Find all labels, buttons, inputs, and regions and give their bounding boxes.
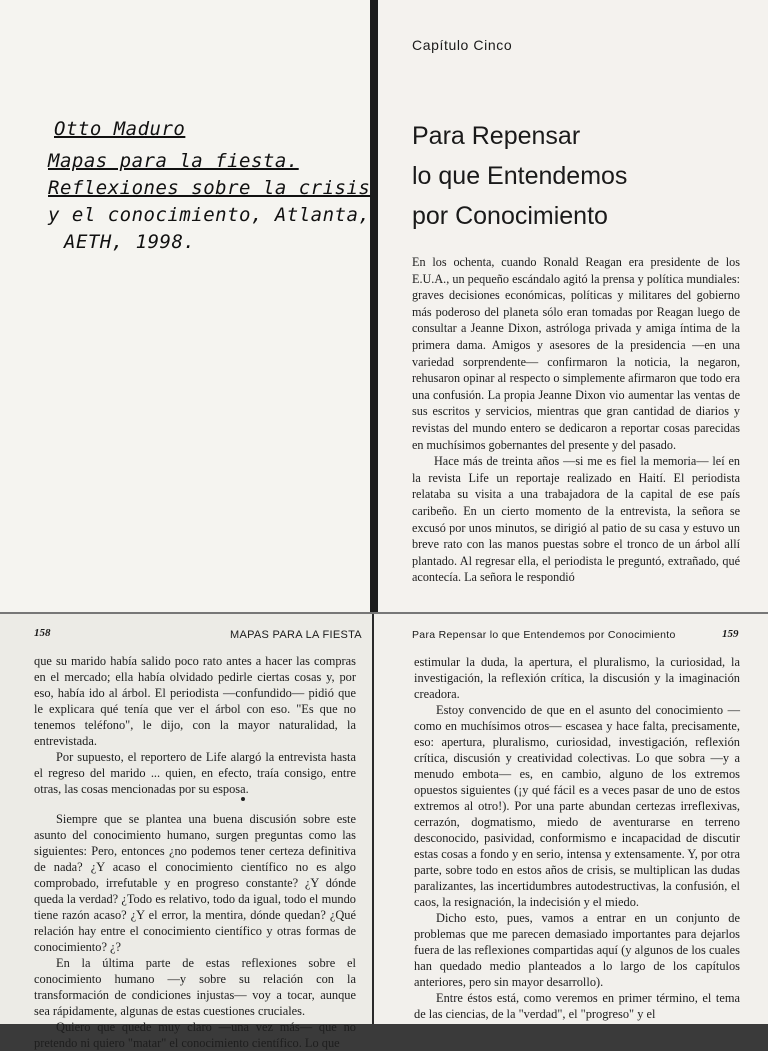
paragraph: Siempre que se plantea una buena discusión sobre este asunto del conocimiento humano, surgen preguntas como las siguientes: Pero, entonces ¿no podemos tener certeza definitiva de nada? ¿Y acaso el conocimiento científico no es algo comprobado, irrefutable y en progreso constante? ¿Y dónde queda la verdad? ¿Todo es relativo, todo da igual, todo el mundo tiene razón acaso? ¿Y el error, la mentira, dónde quedan? ¿Qué relación hay entre el conocimiento científico y otras formas de conocimiento? ¿? <box>34 812 356 954</box>
page-number: 158 <box>34 627 51 639</box>
handwritten-title: Mapas para la fiesta. <box>48 150 299 172</box>
chapter-title-line: lo que Entendemos <box>412 162 628 190</box>
section-dot <box>241 797 245 801</box>
handwritten-publisher: AETH, 1998. <box>64 231 196 253</box>
scan-fold <box>0 612 768 614</box>
book-spine-top <box>370 0 378 612</box>
paragraph: Estoy convencido de que en el asunto del conocimiento —como en muchísimos otros— escasea y hace falta, precisamente, eso: apertura, pluralismo, curiosidad, investigación, reflexión crítica, discusión y creatividad colectivas. Lo que sobra —y a menudo embota— es, en cambio, alguno de los extremos opuestos siguientes (¡y qué fácil es a veces pasar de uno de estos extremos al otro!). Por una parte abundan certezas irreflexivas, cerrazón, dogmatismo, miedo de aventurarse en terreno desconocido, pasividad, conformismo e incapacidad de discutir estas cosas a fondo y en serio, intensa y extensamente. Y, por otra parte, sobre todo en estos años de crisis, se multiplican las dudas paralizantes, las incertidumbres autodestructivas, la confusión, el caos, la resignación, la indecisión y el miedo. <box>414 703 740 909</box>
paragraph: Dicho esto, pues, vamos a entrar en un conjunto de problemas que me parecen demasiado importantes para dejarlos fuera de las reflexiones compartidas aquí (y algunos de los cuales han quedado medio planteados a lo largo de los capítulos anteriores, pero sin mayor desarrollo). <box>414 911 740 989</box>
chapter-label: Capítulo Cinco <box>412 37 513 53</box>
chapter-body-text <box>412 254 740 586</box>
running-head: Para Repensar lo que Entendemos por Conocimiento <box>412 629 676 641</box>
paragraph: Por supuesto, el reportero de Life alargó la entrevista hasta el regreso del marido ... quien, en efecto, traía consigo, entre otras, las cosas mencionadas por su esposa. <box>34 750 356 796</box>
page-159-text <box>414 654 740 1022</box>
paragraph: En la última parte de estas reflexiones sobre el conocimiento humano —y sobre su relación con la transformación de condiciones injustas— voy a tocar, aunque sea rápidamente, algunas de estas cuestiones cruciales. <box>34 956 356 1018</box>
handwritten-subtitle-cont: y el conocimiento, Atlanta, <box>48 204 371 226</box>
paragraph: Entre éstos está, como veremos en primer término, el tema de las ciencias, de la "verdad", el "progreso" y el <box>414 991 740 1021</box>
handwritten-author: Otto Maduro <box>54 118 186 140</box>
page-top-left <box>0 0 370 612</box>
chapter-title-line: por Conocimiento <box>412 202 608 230</box>
handwritten-subtitle: Reflexiones sobre la crisis <box>48 177 371 199</box>
chapter-title-line: Para Repensar <box>412 122 581 150</box>
paragraph: Quiero que quede muy claro —una vez más— que no pretendo ni quiero "matar" el conocimiento científico. Lo que <box>34 1020 356 1050</box>
paragraph: que su marido había salido poco rato antes a hacer las compras en el mercado; ella había olvidado pedirle ciertas cosas y, por eso, había ido al árbol. El periodista —confundido— pidió que le explicara qué tenía que ver el árbol con eso. "Es que no tenemos teléfono", le dijo, con la mayor naturalidad, la entrevistada. <box>34 654 356 748</box>
book-spine-bottom <box>372 614 374 1024</box>
paragraph: estimular la duda, la apertura, el pluralismo, la curiosidad, la investigación, la reflexión crítica, la discusión y la imaginación creadora. <box>414 655 740 701</box>
paragraph: Hace más de treinta años —si me es fiel la memoria— leí en la revista Life un reportaje realizado en Haití. El periodista relataba su visita a una trabajadora de la capital de ese país caribeño. En un cierto momento de la entrevista, la señora se excusó por unos minutos, se dirigió al patio de su casa y estuvo un breve rato con las manos puestas sobre el tronco de un árbol allí plantado. Al regresar ella, el periodista le preguntó, extrañado, qué acontecía. La señora le respondió <box>412 454 740 585</box>
paragraph: En los ochenta, cuando Ronald Reagan era presidente de los E.U.A., un pequeño escándalo agitó la prensa y política mundiales: graves decisiones económicas, políticas y militares del gobierno más poderoso del planeta sólo eran tomadas por Reagan luego de consultar a Jeanne Dixon, astróloga privada y amiga íntima de la primera dama. Amigos y asesores de la presidencia —en una variedad sorprendente— confirmaron la noticia, la negaron, rehusaron opinar al respecto o simplemente afirmaron que todo era una confusión. La propia Jeanne Dixon vio aumentar las ventas de sus escritos y servicios, mientras que gran cantidad de diarios y revistas del mundo entero se dedicaron a reportar cosas parecidas en muchísimos gobernantes del presente y del pasado. <box>412 255 740 452</box>
page-number: 159 <box>722 628 739 640</box>
chapter-title <box>412 116 732 236</box>
page-158-text <box>34 653 356 1051</box>
running-head: MAPAS PARA LA FIESTA <box>230 629 362 641</box>
